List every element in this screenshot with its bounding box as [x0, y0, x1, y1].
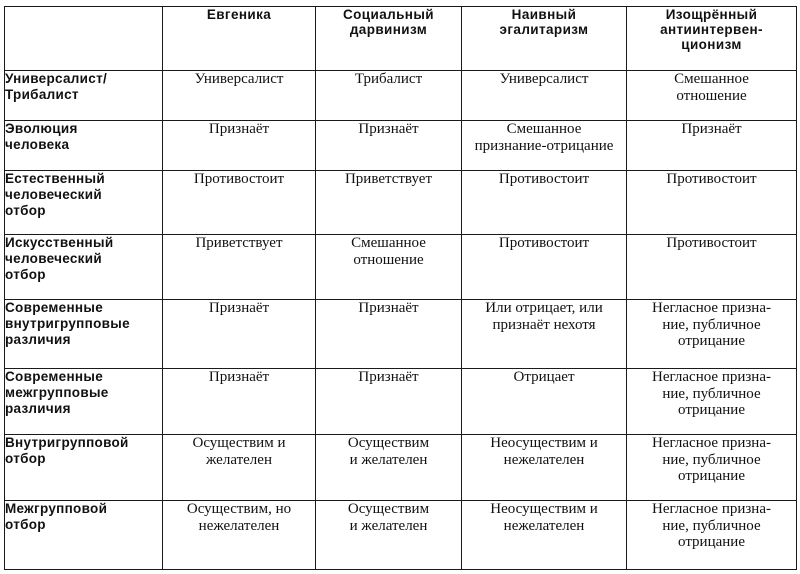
table-cell: Осуществим и желателен — [316, 501, 462, 570]
table-cell: Признаёт — [316, 300, 462, 369]
column-header-social-darwinism: Социальный дарвинизм — [316, 7, 462, 71]
table-cell: Признаёт — [316, 121, 462, 171]
table-cell: Противостоит — [627, 235, 797, 300]
table-cell: Признаёт — [163, 300, 316, 369]
table-cell: Противостоит — [627, 171, 797, 235]
table-row — [5, 121, 797, 171]
table-cell: Негласное призна- ние, публичное отрицание — [627, 300, 797, 369]
comparison-table — [4, 6, 797, 570]
corner-cell — [5, 7, 163, 71]
table-row — [5, 369, 797, 435]
table-cell: Признаёт — [316, 369, 462, 435]
column-header-naive-egalitarianism: Наивный эгалитаризм — [462, 7, 627, 71]
table-cell: Приветствует — [316, 171, 462, 235]
table-cell: Негласное призна- ние, публичное отрицание — [627, 369, 797, 435]
table-cell: Трибалист — [316, 71, 462, 121]
table-row — [5, 71, 797, 121]
column-header-eugenics: Евгеника — [163, 7, 316, 71]
row-header: Универсалист/ Трибалист — [5, 71, 163, 121]
header-row — [5, 7, 797, 71]
table-cell: Приветствует — [163, 235, 316, 300]
table-row — [5, 171, 797, 235]
table-cell: Смешанное признание-отрицание — [462, 121, 627, 171]
table-cell: Негласное призна- ние, публичное отрицание — [627, 501, 797, 570]
table-row — [5, 435, 797, 501]
row-header: Внутригрупповой отбор — [5, 435, 163, 501]
row-header: Искусственный человеческий отбор — [5, 235, 163, 300]
table-row — [5, 300, 797, 369]
table-cell: Универсалист — [462, 71, 627, 121]
table-cell: Смешанное отношение — [627, 71, 797, 121]
table-cell: Противостоит — [462, 235, 627, 300]
table-cell: Негласное призна- ние, публичное отрицание — [627, 435, 797, 501]
table-cell: Неосуществим и нежелателен — [462, 435, 627, 501]
table-row — [5, 235, 797, 300]
row-header: Эволюция человека — [5, 121, 163, 171]
table-row — [5, 501, 797, 570]
table-cell: Признаёт — [163, 369, 316, 435]
table-cell: Признаёт — [163, 121, 316, 171]
table-cell: Универсалист — [163, 71, 316, 121]
table-cell: Осуществим, но нежелателен — [163, 501, 316, 570]
table-cell: Осуществим и желателен — [316, 435, 462, 501]
table-cell: Противостоит — [462, 171, 627, 235]
table-cell: Неосуществим и нежелателен — [462, 501, 627, 570]
column-header-sophisticated-antiinterventionism: Изощрённый антиинтервен- ционизм — [627, 7, 797, 71]
row-header: Современные внутригрупповые различия — [5, 300, 163, 369]
table-cell: Противостоит — [163, 171, 316, 235]
table-cell: Или отрицает, или признаёт нехотя — [462, 300, 627, 369]
table-cell: Отрицает — [462, 369, 627, 435]
row-header: Естественный человеческий отбор — [5, 171, 163, 235]
row-header: Современные межгрупповые различия — [5, 369, 163, 435]
row-header: Межгрупповой отбор — [5, 501, 163, 570]
table-cell: Осуществим и желателен — [163, 435, 316, 501]
table-cell: Смешанное отношение — [316, 235, 462, 300]
table-cell: Признаёт — [627, 121, 797, 171]
